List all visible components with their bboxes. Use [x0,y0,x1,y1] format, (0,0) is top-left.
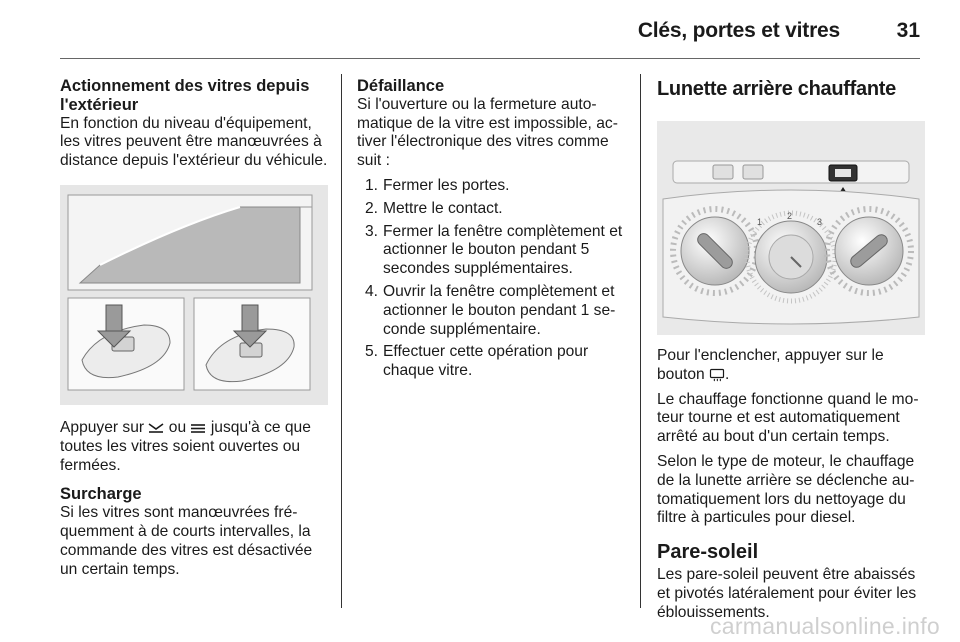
page-number: 31 [896,19,920,42]
rear-heating-operation-text: Le chauffage fonctionne quand le moteur tourne et est automatiquement arrêté au bout d'un certain temps. [657,390,919,446]
section-heading-sun-visors: Pare-soleil [657,541,759,564]
section-heading-overload: Surcharge [60,485,142,504]
column-divider-1 [341,74,342,608]
list-item: 2. Mettre le contact. [365,199,503,217]
malfunction-intro: Si l'ouverture ou la fermeture automatique de la vitre est impossible, activer l'électronique des vitres comme suit : [357,95,618,170]
climate-panel-diagram [657,121,925,335]
window-open-symbol-icon [190,422,206,434]
header-rule [60,58,920,59]
column-rear-window-heating [657,77,925,629]
window-close-symbol-icon [148,422,164,434]
watermark: carmanualsonline.info [709,613,940,639]
heater-controls-illustration [657,121,925,335]
remote-windows-intro: En fonction du niveau d'équipement, les vitres peuvent être manœuvrées à distance depuis l'extérieur du véhicule. [60,114,328,170]
sun-visors-text: Les pare-soleil peuvent être abaissés et pivotés latéralement pour éviter les éblouissements. [657,566,917,621]
page-title: Clés, portes et vitres [637,19,840,42]
remote-window-illustration [60,185,328,405]
malfunction-steps-list [357,177,625,381]
list-item: 4. Ouvrir la fenêtre complètement et actionner le bouton pendant 1 seconde supplémentaire. [365,282,616,338]
rear-window-heating-icon [709,368,725,382]
section-heading-rear-window-heating: Lunette arrière chauffante [657,78,896,100]
column-window-remote [60,77,328,585]
section-heading-malfunction: Défaillance [357,77,445,95]
list-item: 3. Fermer la fenêtre complètement et actionner le bouton pendant 5 secondes supplémentaires. [365,222,623,278]
page-header [0,17,920,49]
column-divider-2 [640,74,641,608]
car-window-key-diagram [60,185,328,405]
rear-heating-activation-text: Pour l'enclencher, appuyer sur le bouton . [657,347,884,383]
fan-dial-number: 3 [817,217,823,227]
list-item: 1. Fermer les portes. [365,176,510,194]
fan-dial-number: 2 [787,211,793,221]
column-malfunction [357,77,625,385]
list-item: 5. Effectuer cette opération pour chaque vitre. [365,343,589,380]
press-buttons-instruction: Appuyer sur ou jusqu'à ce que toutes les vitres soient ouvertes ou fermées. [60,418,311,474]
fan-dial-number: 1 [757,217,763,227]
overload-text: Si les vitres sont manœuvrées fréquemment à de courts intervalles, la commande des vitres est désactivée un certain temps. [60,504,313,578]
rear-heating-diesel-filter-text: Selon le type de moteur, le chauffage de la lunette arrière se déclenche automatiquement lors du nettoyage du filtre à particules pour diesel. [657,452,915,527]
section-heading-remote-windows: Actionnement des vitres depuis l'extérieur [60,77,310,114]
